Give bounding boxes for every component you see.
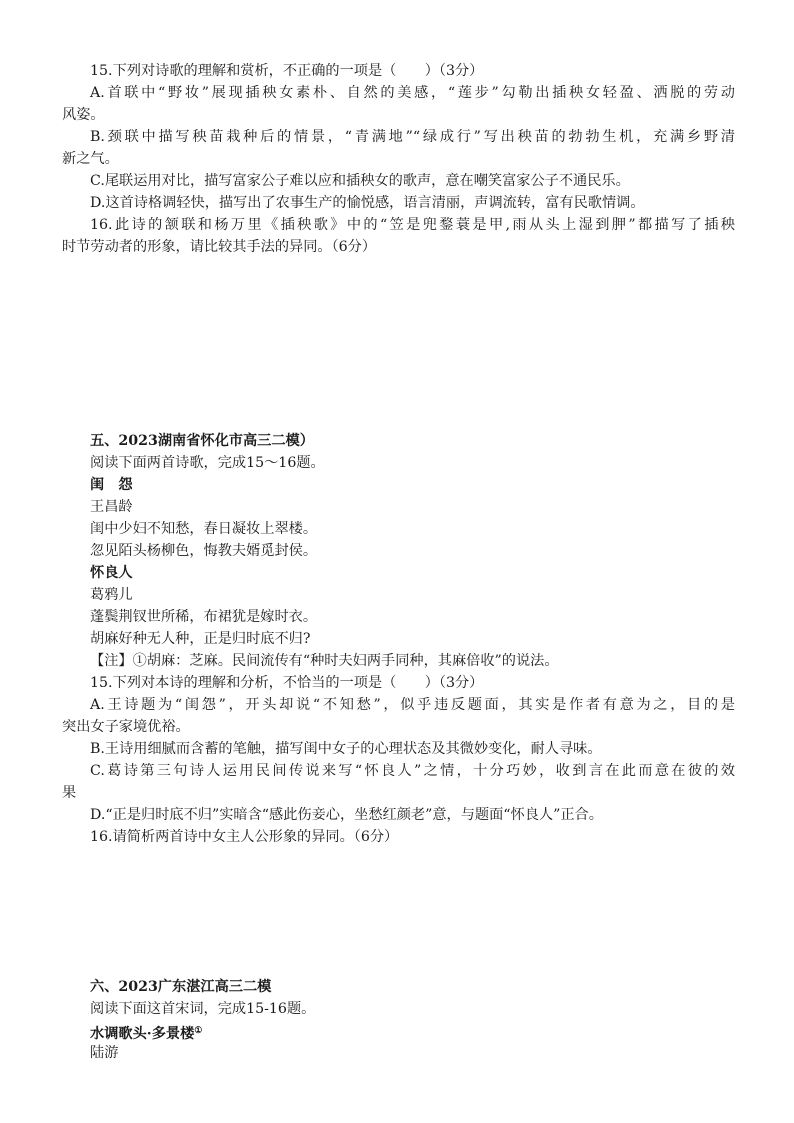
s6-heading: 六、2023广东湛江高三二模 [90, 979, 272, 995]
s5-poem2-author: 葛鸦儿 [90, 587, 133, 603]
s5-intro: 阅读下面两首诗歌，完成15～16题。 [90, 455, 325, 471]
s5-poem1-author: 王昌龄 [90, 499, 133, 515]
s5-poem2-title: 怀良人 [90, 565, 133, 581]
s4-option-a-line2: 风姿。 [62, 107, 105, 123]
s4-option-b-line1: B.颈联中描写秧苗栽种后的情景，“青满地”“绿成行”写出秧苗的勃勃生机，充满乡野清 [90, 129, 735, 145]
s4-question-16-line2: 时节劳动者的形象，请比较其手法的异同。（6分） [62, 239, 377, 255]
s5-poem1-line1: 闺中少妇不知愁，春日凝妆上翠楼。 [90, 521, 318, 537]
s4-question-15: 15.下列对诗歌的理解和赏析，不正确的一项是（ ）（3分） [90, 63, 484, 79]
s5-poem1-title: 闺 怨 [90, 477, 133, 493]
s4-option-d: D.这首诗格调轻快，描写出了农事生产的愉悦感，语言清丽，声调流转，富有民歌情调。 [90, 195, 645, 211]
s5-option-c-line2: 果 [62, 785, 77, 801]
s6-poem-author: 陆游 [90, 1045, 119, 1061]
s4-question-16-line1: 16.此诗的颔联和杨万里《插秧歌》中的“笠是兜鍪蓑是甲,雨从头上湿到胛”都描写了插秧 [90, 217, 735, 233]
s4-option-b-line2: 新之气。 [62, 151, 119, 167]
s5-question-15: 15.下列对本诗的理解和分析，不恰当的一项是（ ）（3分） [90, 675, 484, 691]
s5-option-b: B.王诗用细腻而含蓄的笔触，描写闺中女子的心理状态及其微妙变化，耐人寻味。 [90, 741, 602, 757]
s5-option-a-line2: 突出女子家境优裕。 [62, 719, 190, 735]
s6-intro: 阅读下面这首宋词，完成15-16题。 [90, 1001, 316, 1017]
s4-option-a-line1: A.首联中“野妆”展现插秧女素朴、自然的美感，“莲步”勾勒出插秧女轻盈、洒脱的劳动 [90, 85, 735, 101]
s5-option-c-line1: C.葛诗第三句诗人运用民间传说来写“怀良人”之情，十分巧妙，收到言在此而意在彼的效 [90, 763, 735, 779]
s5-question-16: 16.请简析两首诗中女主人公形象的异同。（6分） [90, 829, 399, 845]
s5-poem2-line2: 胡麻好种无人种，正是归时底不归? [90, 631, 311, 647]
s4-option-c: C.尾联运用对比，描写富家公子难以应和插秧女的歌声，意在嘲笑富家公子不通民乐。 [90, 173, 630, 189]
s6-poem-title: 水调歌头·多景楼 [90, 1026, 195, 1042]
s6-footnote-mark: ① [194, 1026, 203, 1036]
s5-heading: 五、2023湖南省怀化市高三二模） [90, 433, 314, 449]
s5-option-d: D.“正是归时底不归”实暗含“感此伤妾心，坐愁红颜老”意，与题面“怀良人”正合。 [90, 807, 603, 823]
s5-option-a-line1: A.王诗题为“闺怨”，开头却说“不知愁”，似乎违反题面，其实是作者有意为之，目的是 [90, 697, 735, 713]
s5-poem1-line2: 忽见陌头杨柳色，悔教夫婿觅封侯。 [90, 543, 318, 559]
s5-poem2-line1: 蓬鬓荆钗世所稀，布裙犹是嫁时衣。 [90, 609, 318, 625]
s5-note: 【注】①胡麻：芝麻。民间流传有“种时夫妇两手同种，其麻倍收”的说法。 [90, 653, 559, 669]
